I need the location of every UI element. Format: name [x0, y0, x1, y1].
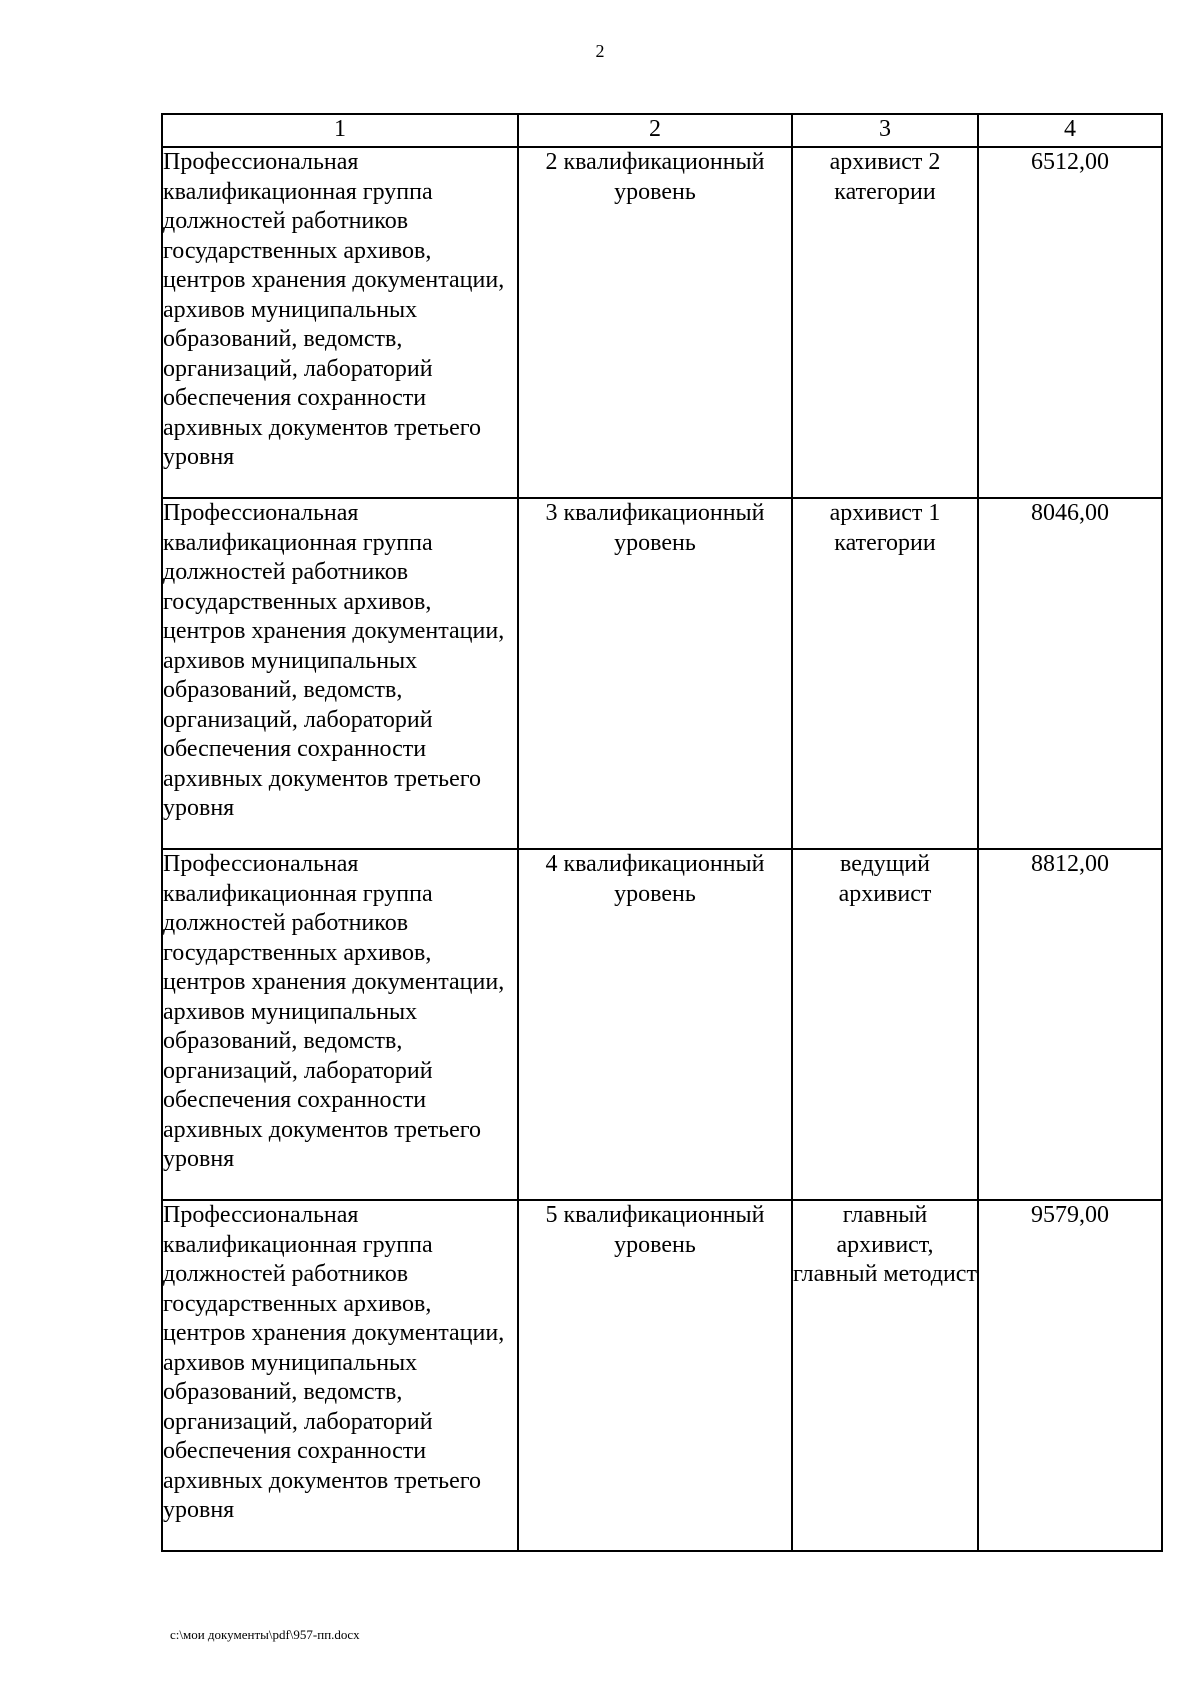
salary-cell: 8046,00 — [978, 498, 1162, 849]
table-row — [162, 849, 1162, 1200]
position-cell: архивист 1 категории — [792, 498, 978, 849]
qualification-group-cell: Профессиональная квалификационная группа должностей работников государственных архивов, центров хранения документации, архивов муниципальных образований, ведомств, организаций, лабораторий обеспечения сохранности архивных документов третьего уровня — [162, 849, 518, 1200]
qualification-group-cell: Профессиональная квалификационная группа должностей работников государственных архивов, центров хранения документации, архивов муниципальных образований, ведомств, организаций, лабораторий обеспечения сохранности архивных документов третьего уровня — [162, 498, 518, 849]
table-row — [162, 1200, 1162, 1551]
position-cell: архивист 2 категории — [792, 147, 978, 498]
table-header-row — [162, 114, 1162, 147]
column-header-2: 2 — [518, 114, 792, 147]
qualification-group-cell: Профессиональная квалификационная группа должностей работников государственных архивов, центров хранения документации, архивов муниципальных образований, ведомств, организаций, лабораторий обеспечения сохранности архивных документов третьего уровня — [162, 1200, 518, 1551]
qualification-group-cell: Профессиональная квалификационная группа должностей работников государственных архивов, центров хранения документации, архивов муниципальных образований, ведомств, организаций, лабораторий обеспечения сохранности архивных документов третьего уровня — [162, 147, 518, 498]
qualification-level-cell: 2 квалификационный уровень — [518, 147, 792, 498]
column-header-3: 3 — [792, 114, 978, 147]
qualification-level-cell: 4 квалификационный уровень — [518, 849, 792, 1200]
qualification-level-cell: 3 квалификационный уровень — [518, 498, 792, 849]
salary-cell: 9579,00 — [978, 1200, 1162, 1551]
salary-cell: 8812,00 — [978, 849, 1162, 1200]
column-header-4: 4 — [978, 114, 1162, 147]
footer-file-path: c:\мои документы\pdf\957-пп.docx — [170, 1627, 360, 1642]
page-number: 2 — [595, 41, 605, 61]
salary-table — [161, 113, 1163, 1552]
position-cell: главный архивист, главный методист — [792, 1200, 978, 1551]
qualification-level-cell: 5 квалификационный уровень — [518, 1200, 792, 1551]
table-row — [162, 498, 1162, 849]
table-row — [162, 147, 1162, 498]
salary-cell: 6512,00 — [978, 147, 1162, 498]
column-header-1: 1 — [162, 114, 518, 147]
position-cell: ведущий архивист — [792, 849, 978, 1200]
